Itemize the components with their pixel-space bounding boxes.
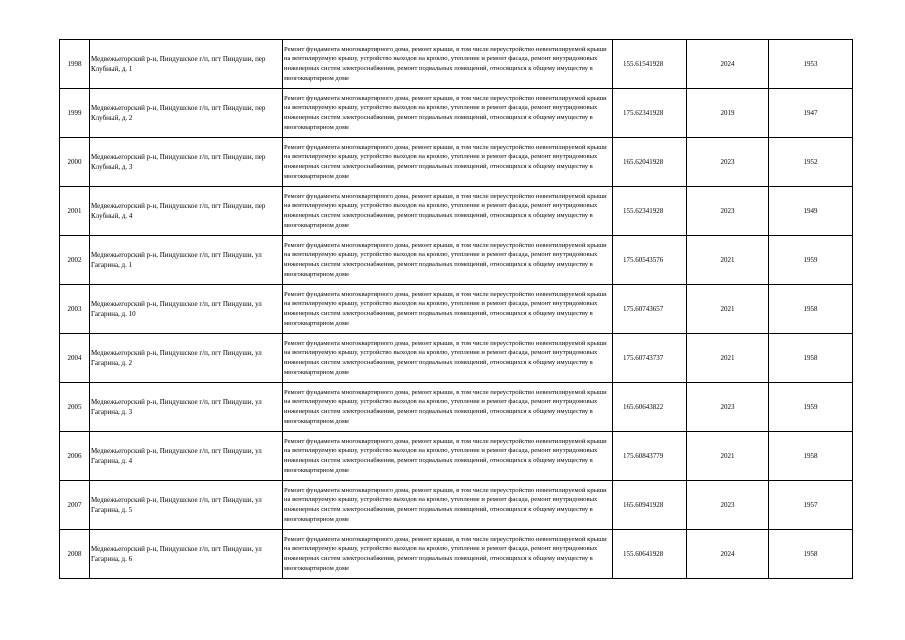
repair-year-cell: 2023 <box>687 138 769 187</box>
built-year-cell: 1958 <box>769 334 853 383</box>
table-row <box>60 236 853 285</box>
cost-cell: 175.60743657 <box>613 285 687 334</box>
table-row <box>60 40 853 89</box>
cost-cell: 175.62341928 <box>613 89 687 138</box>
cost-cell: 175.60543576 <box>613 236 687 285</box>
repair-year-cell: 2024 <box>687 40 769 89</box>
row-number: 2002 <box>60 236 90 285</box>
table-row <box>60 432 853 481</box>
built-year-cell: 1949 <box>769 187 853 236</box>
row-number: 2006 <box>60 432 90 481</box>
repair-year-cell: 2021 <box>687 334 769 383</box>
cost-cell: 155.60641928 <box>613 530 687 579</box>
repair-year-cell: 2019 <box>687 89 769 138</box>
built-year-cell: 1958 <box>769 530 853 579</box>
capital-repair-table <box>59 39 853 579</box>
address-cell: Медвежьегорский р-н, Пиндушское г/п, пгт Пиндуши, ул Гагарина, д. 6 <box>90 530 283 579</box>
repair-year-cell: 2021 <box>687 236 769 285</box>
repair-year-cell: 2021 <box>687 285 769 334</box>
address-cell: Медвежьегорский р-н, Пиндушское г/п, пгт Пиндуши, пер Клубный, д. 1 <box>90 40 283 89</box>
table-row <box>60 89 853 138</box>
work-description-cell: Ремонт фундамента многоквартирного дома, ремонт крыши, в том числе переустройство невентилируемой крыши на вентилируемую крышу, устройство выходов на кровлю, утепление и ремонт фасада, ремонт внутридомовых инженерных систем электроснабжения, ремонт подвальных помещений, относящихся к общему имуществу в многоквартирном доме <box>283 138 613 187</box>
table-body <box>60 40 853 579</box>
work-description-cell: Ремонт фундамента многоквартирного дома, ремонт крыши, в том числе переустройство невентилируемой крыши на вентилируемую крышу, устройство выходов на кровлю, утепление и ремонт фасада, ремонт внутридомовых инженерных систем электроснабжения, ремонт подвальных помещений, относящихся к общему имуществу в многоквартирном доме <box>283 236 613 285</box>
table-row <box>60 530 853 579</box>
built-year-cell: 1959 <box>769 383 853 432</box>
row-number: 2005 <box>60 383 90 432</box>
work-description-cell: Ремонт фундамента многоквартирного дома, ремонт крыши, в том числе переустройство невентилируемой крыши на вентилируемую крышу, устройство выходов на кровлю, утепление и ремонт фасада, ремонт внутридомовых инженерных систем электроснабжения, ремонт подвальных помещений, относящихся к общему имуществу в многоквартирном доме <box>283 481 613 530</box>
repair-year-cell: 2024 <box>687 530 769 579</box>
built-year-cell: 1958 <box>769 432 853 481</box>
table-row <box>60 187 853 236</box>
row-number: 2008 <box>60 530 90 579</box>
row-number: 1999 <box>60 89 90 138</box>
work-description-cell: Ремонт фундамента многоквартирного дома, ремонт крыши, в том числе переустройство невентилируемой крыши на вентилируемую крышу, устройство выходов на кровлю, утепление и ремонт фасада, ремонт внутридомовых инженерных систем электроснабжения, ремонт подвальных помещений, относящихся к общему имуществу в многоквартирном доме <box>283 40 613 89</box>
built-year-cell: 1958 <box>769 285 853 334</box>
address-cell: Медвежьегорский р-н, Пиндушское г/п, пгт Пиндуши, ул Гагарина, д. 4 <box>90 432 283 481</box>
work-description-cell: Ремонт фундамента многоквартирного дома, ремонт крыши, в том числе переустройство невентилируемой крыши на вентилируемую крышу, устройство выходов на кровлю, утепление и ремонт фасада, ремонт внутридомовых инженерных систем электроснабжения, ремонт подвальных помещений, относящихся к общему имуществу в многоквартирном доме <box>283 432 613 481</box>
built-year-cell: 1952 <box>769 138 853 187</box>
table-row <box>60 138 853 187</box>
work-description-cell: Ремонт фундамента многоквартирного дома, ремонт крыши, в том числе переустройство невентилируемой крыши на вентилируемую крышу, устройство выходов на кровлю, утепление и ремонт фасада, ремонт внутридомовых инженерных систем электроснабжения, ремонт подвальных помещений, относящихся к общему имуществу в многоквартирном доме <box>283 530 613 579</box>
address-cell: Медвежьегорский р-н, Пиндушское г/п, пгт Пиндуши, пер Клубный, д. 2 <box>90 89 283 138</box>
repair-year-cell: 2023 <box>687 481 769 530</box>
table-row <box>60 383 853 432</box>
work-description-cell: Ремонт фундамента многоквартирного дома, ремонт крыши, в том числе переустройство невентилируемой крыши на вентилируемую крышу, устройство выходов на кровлю, утепление и ремонт фасада, ремонт внутридомовых инженерных систем электроснабжения, ремонт подвальных помещений, относящихся к общему имуществу в многоквартирном доме <box>283 187 613 236</box>
row-number: 2003 <box>60 285 90 334</box>
row-number: 2000 <box>60 138 90 187</box>
address-cell: Медвежьегорский р-н, Пиндушское г/п, пгт Пиндуши, пер Клубный, д. 3 <box>90 138 283 187</box>
repair-year-cell: 2023 <box>687 187 769 236</box>
cost-cell: 155.61541928 <box>613 40 687 89</box>
built-year-cell: 1959 <box>769 236 853 285</box>
work-description-cell: Ремонт фундамента многоквартирного дома, ремонт крыши, в том числе переустройство невентилируемой крыши на вентилируемую крышу, устройство выходов на кровлю, утепление и ремонт фасада, ремонт внутридомовых инженерных систем электроснабжения, ремонт подвальных помещений, относящихся к общему имуществу в многоквартирном доме <box>283 285 613 334</box>
address-cell: Медвежьегорский р-н, Пиндушское г/п, пгт Пиндуши, ул Гагарина, д. 3 <box>90 383 283 432</box>
cost-cell: 175.60843779 <box>613 432 687 481</box>
address-cell: Медвежьегорский р-н, Пиндушское г/п, пгт Пиндуши, ул Гагарина, д. 10 <box>90 285 283 334</box>
address-cell: Медвежьегорский р-н, Пиндушское г/п, пгт Пиндуши, ул Гагарина, д. 2 <box>90 334 283 383</box>
address-cell: Медвежьегорский р-н, Пиндушское г/п, пгт Пиндуши, пер Клубный, д. 4 <box>90 187 283 236</box>
row-number: 1998 <box>60 40 90 89</box>
cost-cell: 175.60743737 <box>613 334 687 383</box>
work-description-cell: Ремонт фундамента многоквартирного дома, ремонт крыши, в том числе переустройство невентилируемой крыши на вентилируемую крышу, устройство выходов на кровлю, утепление и ремонт фасада, ремонт внутридомовых инженерных систем электроснабжения, ремонт подвальных помещений, относящихся к общему имуществу в многоквартирном доме <box>283 383 613 432</box>
row-number: 2004 <box>60 334 90 383</box>
address-cell: Медвежьегорский р-н, Пиндушское г/п, пгт Пиндуши, ул Гагарина, д. 1 <box>90 236 283 285</box>
repair-year-cell: 2021 <box>687 432 769 481</box>
row-number: 2001 <box>60 187 90 236</box>
work-description-cell: Ремонт фундамента многоквартирного дома, ремонт крыши, в том числе переустройство невентилируемой крыши на вентилируемую крышу, устройство выходов на кровлю, утепление и ремонт фасада, ремонт внутридомовых инженерных систем электроснабжения, ремонт подвальных помещений, относящихся к общему имуществу в многоквартирном доме <box>283 89 613 138</box>
cost-cell: 165.60643822 <box>613 383 687 432</box>
row-number: 2007 <box>60 481 90 530</box>
address-cell: Медвежьегорский р-н, Пиндушское г/п, пгт Пиндуши, ул Гагарина, д. 5 <box>90 481 283 530</box>
cost-cell: 165.62041928 <box>613 138 687 187</box>
table-row <box>60 334 853 383</box>
cost-cell: 165.60941928 <box>613 481 687 530</box>
table-row <box>60 481 853 530</box>
table-row <box>60 285 853 334</box>
cost-cell: 155.62341928 <box>613 187 687 236</box>
built-year-cell: 1953 <box>769 40 853 89</box>
repair-year-cell: 2023 <box>687 383 769 432</box>
work-description-cell: Ремонт фундамента многоквартирного дома, ремонт крыши, в том числе переустройство невентилируемой крыши на вентилируемую крышу, устройство выходов на кровлю, утепление и ремонт фасада, ремонт внутридомовых инженерных систем электроснабжения, ремонт подвальных помещений, относящихся к общему имуществу в многоквартирном доме <box>283 334 613 383</box>
built-year-cell: 1957 <box>769 481 853 530</box>
built-year-cell: 1947 <box>769 89 853 138</box>
